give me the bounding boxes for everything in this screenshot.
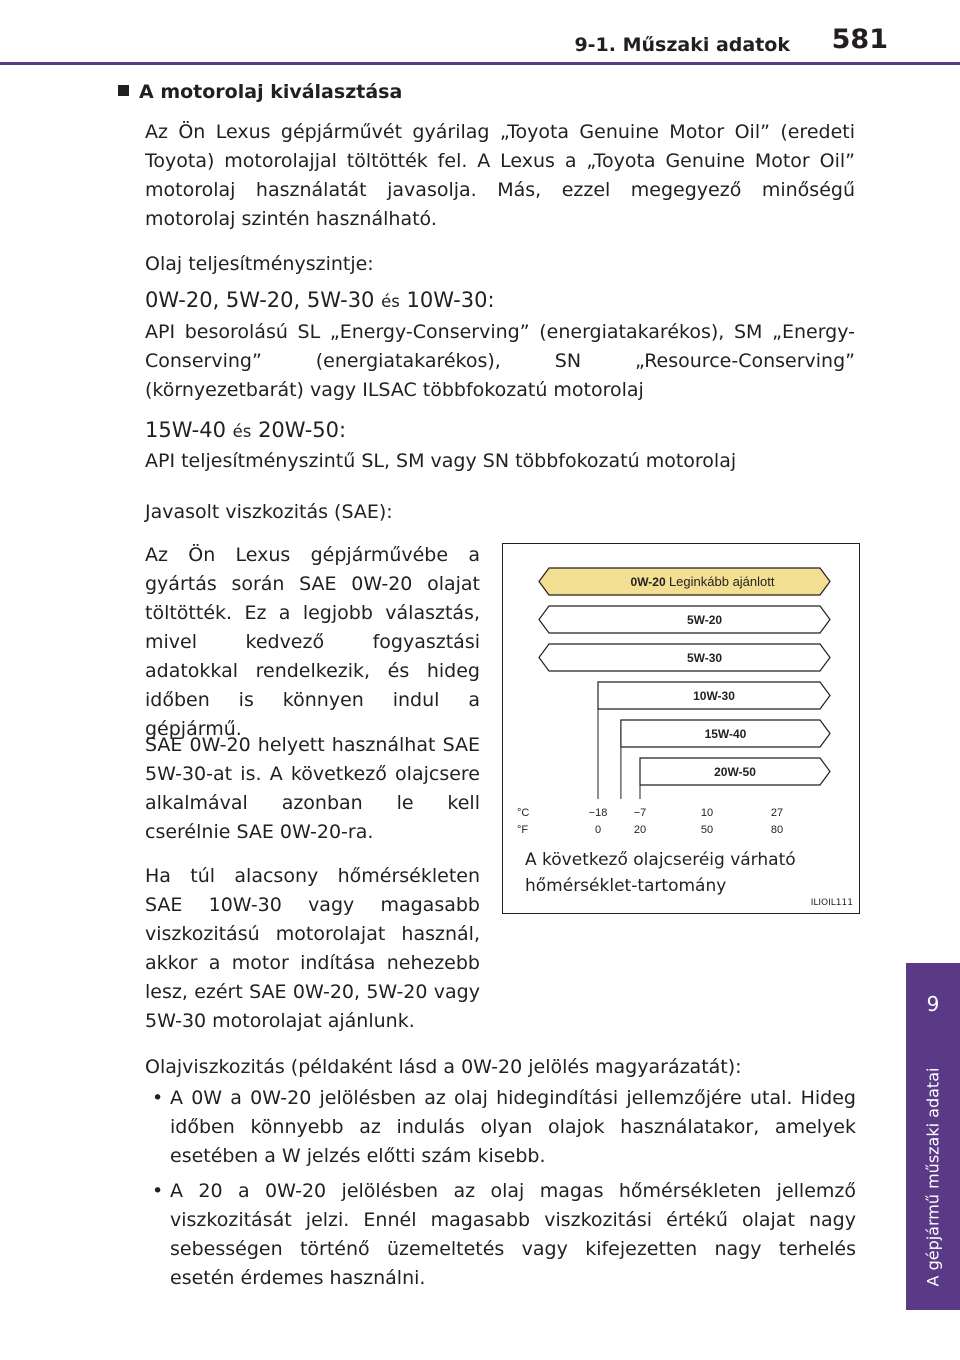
- alternative-oil-text: SAE 0W-20 helyett használhat SAE 5W-30-at is. A következő olajcsere alkalmával azonban le kell cserélnie SAE 0W-20-ra.: [145, 734, 480, 843]
- grade2-title: 15W-40 és 20W-50:: [145, 418, 347, 442]
- chart-caption: A következő olajcseréig várható hőmérséklet-tartomány: [525, 850, 796, 896]
- chapter-tab-number[interactable]: 9: [906, 963, 960, 1045]
- grade2-text: API teljesítményszintű SL, SM vagy SN többfokozatú motorolaj: [145, 450, 737, 472]
- grade-label: 5W-20: [686, 613, 723, 627]
- grade-label: 5W-30: [686, 651, 723, 665]
- tick-label-c: 10: [700, 807, 714, 819]
- factory-fill-text: Az Ön Lexus gépjárművébe a gyártás során SAE 0W-20 olajat töltötték. Ez a legjobb választás, mivel kedvező fogyasztási adatokkal rendelkezik, és hideg időben is könnyen indul a gépjármű.: [145, 544, 480, 740]
- oil-level-label: Olaj teljesítményszintje:: [145, 253, 374, 275]
- axis-unit-c: °C: [517, 807, 530, 819]
- chapter-tab-text: A gépjármű műszaki adatai: [923, 1067, 943, 1287]
- low-temperature-text: Ha túl alacsony hőmérsékleten SAE 10W-30 vagy magasabb viszkozitású motorolajat használ, akkor a motor indítása nehezebb lesz, ezért SAE 0W-20, 5W-20 vagy 5W-30 motorolajat ajánlunk.: [145, 865, 480, 1032]
- grade-label: 0W-20 Leginkább ajánlott: [630, 574, 775, 589]
- tick-label-f: 0: [594, 824, 602, 836]
- viscosity-label: Javasolt viszkozitás (SAE):: [145, 501, 393, 523]
- grade-bar-5w-30: [539, 644, 830, 671]
- section-heading: A motorolaj kiválasztása: [118, 81, 402, 103]
- chapter-tab-label[interactable]: [906, 1045, 960, 1310]
- tick-label-f: 50: [700, 824, 714, 836]
- viscosity-explain: Olajviszkozitás (példaként lásd a 0W-20 jelölés magyarázatát):: [145, 1056, 742, 1078]
- tick-label-c: 27: [770, 807, 784, 819]
- list-item: • A 0W a 0W-20 jelölésben az olaj hidegindítási jellemzőjére utal. Hideg időben könnyebb az indulás olyan olajok használatakor, amelyek esetében a W jelzés előtti szám kisebb.: [160, 1084, 856, 1171]
- figure-code: ILIOIL111: [810, 898, 853, 908]
- page-number: 581: [831, 24, 888, 55]
- grade-label: 15W-40: [704, 727, 747, 741]
- square-bullet-icon: [118, 85, 129, 96]
- tick-label-c: −7: [633, 807, 647, 819]
- axis-unit-f: °F: [517, 824, 529, 836]
- grade-label: 20W-50: [714, 765, 756, 779]
- list-item: • A 20 a 0W-20 jelölésben az olaj magas hőmérsékleten jellemző viszkozitását jelzi. Ennél magasabb viszkozitási értékű olajat nagy sebességen történő üzemeltetés vagy kifejezetten nagy terhelés esetén érdemes használni.: [160, 1177, 856, 1293]
- intro-paragraph: Az Ön Lexus gépjárművét gyárilag „Toyota Genuine Motor Oil” (eredeti Toyota) motorolajjal töltötték fel. A Lexus a „Toyota Genuine Motor Oil” motorolaj használatát javasolja. Más, ezzel megegyező minőségű motorolaj szintén használható.: [145, 121, 855, 230]
- tick-label-f: 80: [770, 824, 784, 836]
- grade-bar-5w-20: [539, 606, 830, 633]
- tick-label-c: −18: [588, 807, 608, 819]
- tick-label-f: 20: [633, 824, 647, 836]
- bullet-list: [160, 1084, 856, 1299]
- section-title: 9-1. Műszaki adatok: [574, 34, 790, 56]
- grade-label: 10W-30: [693, 689, 735, 703]
- grade1-text: API besorolású SL „Energy-Conserving” (energiatakarékos), SM „Energy-Conserving” (energiatakarékos), SN „Resource-Conserving” (környezetbarát) vagy ILSAC többfokozatú motorolaj: [145, 321, 855, 401]
- grade1-title: 0W-20, 5W-20, 5W-30 és 10W-30:: [145, 288, 495, 312]
- header-rule: [0, 62, 960, 65]
- viscosity-chart: [502, 543, 860, 914]
